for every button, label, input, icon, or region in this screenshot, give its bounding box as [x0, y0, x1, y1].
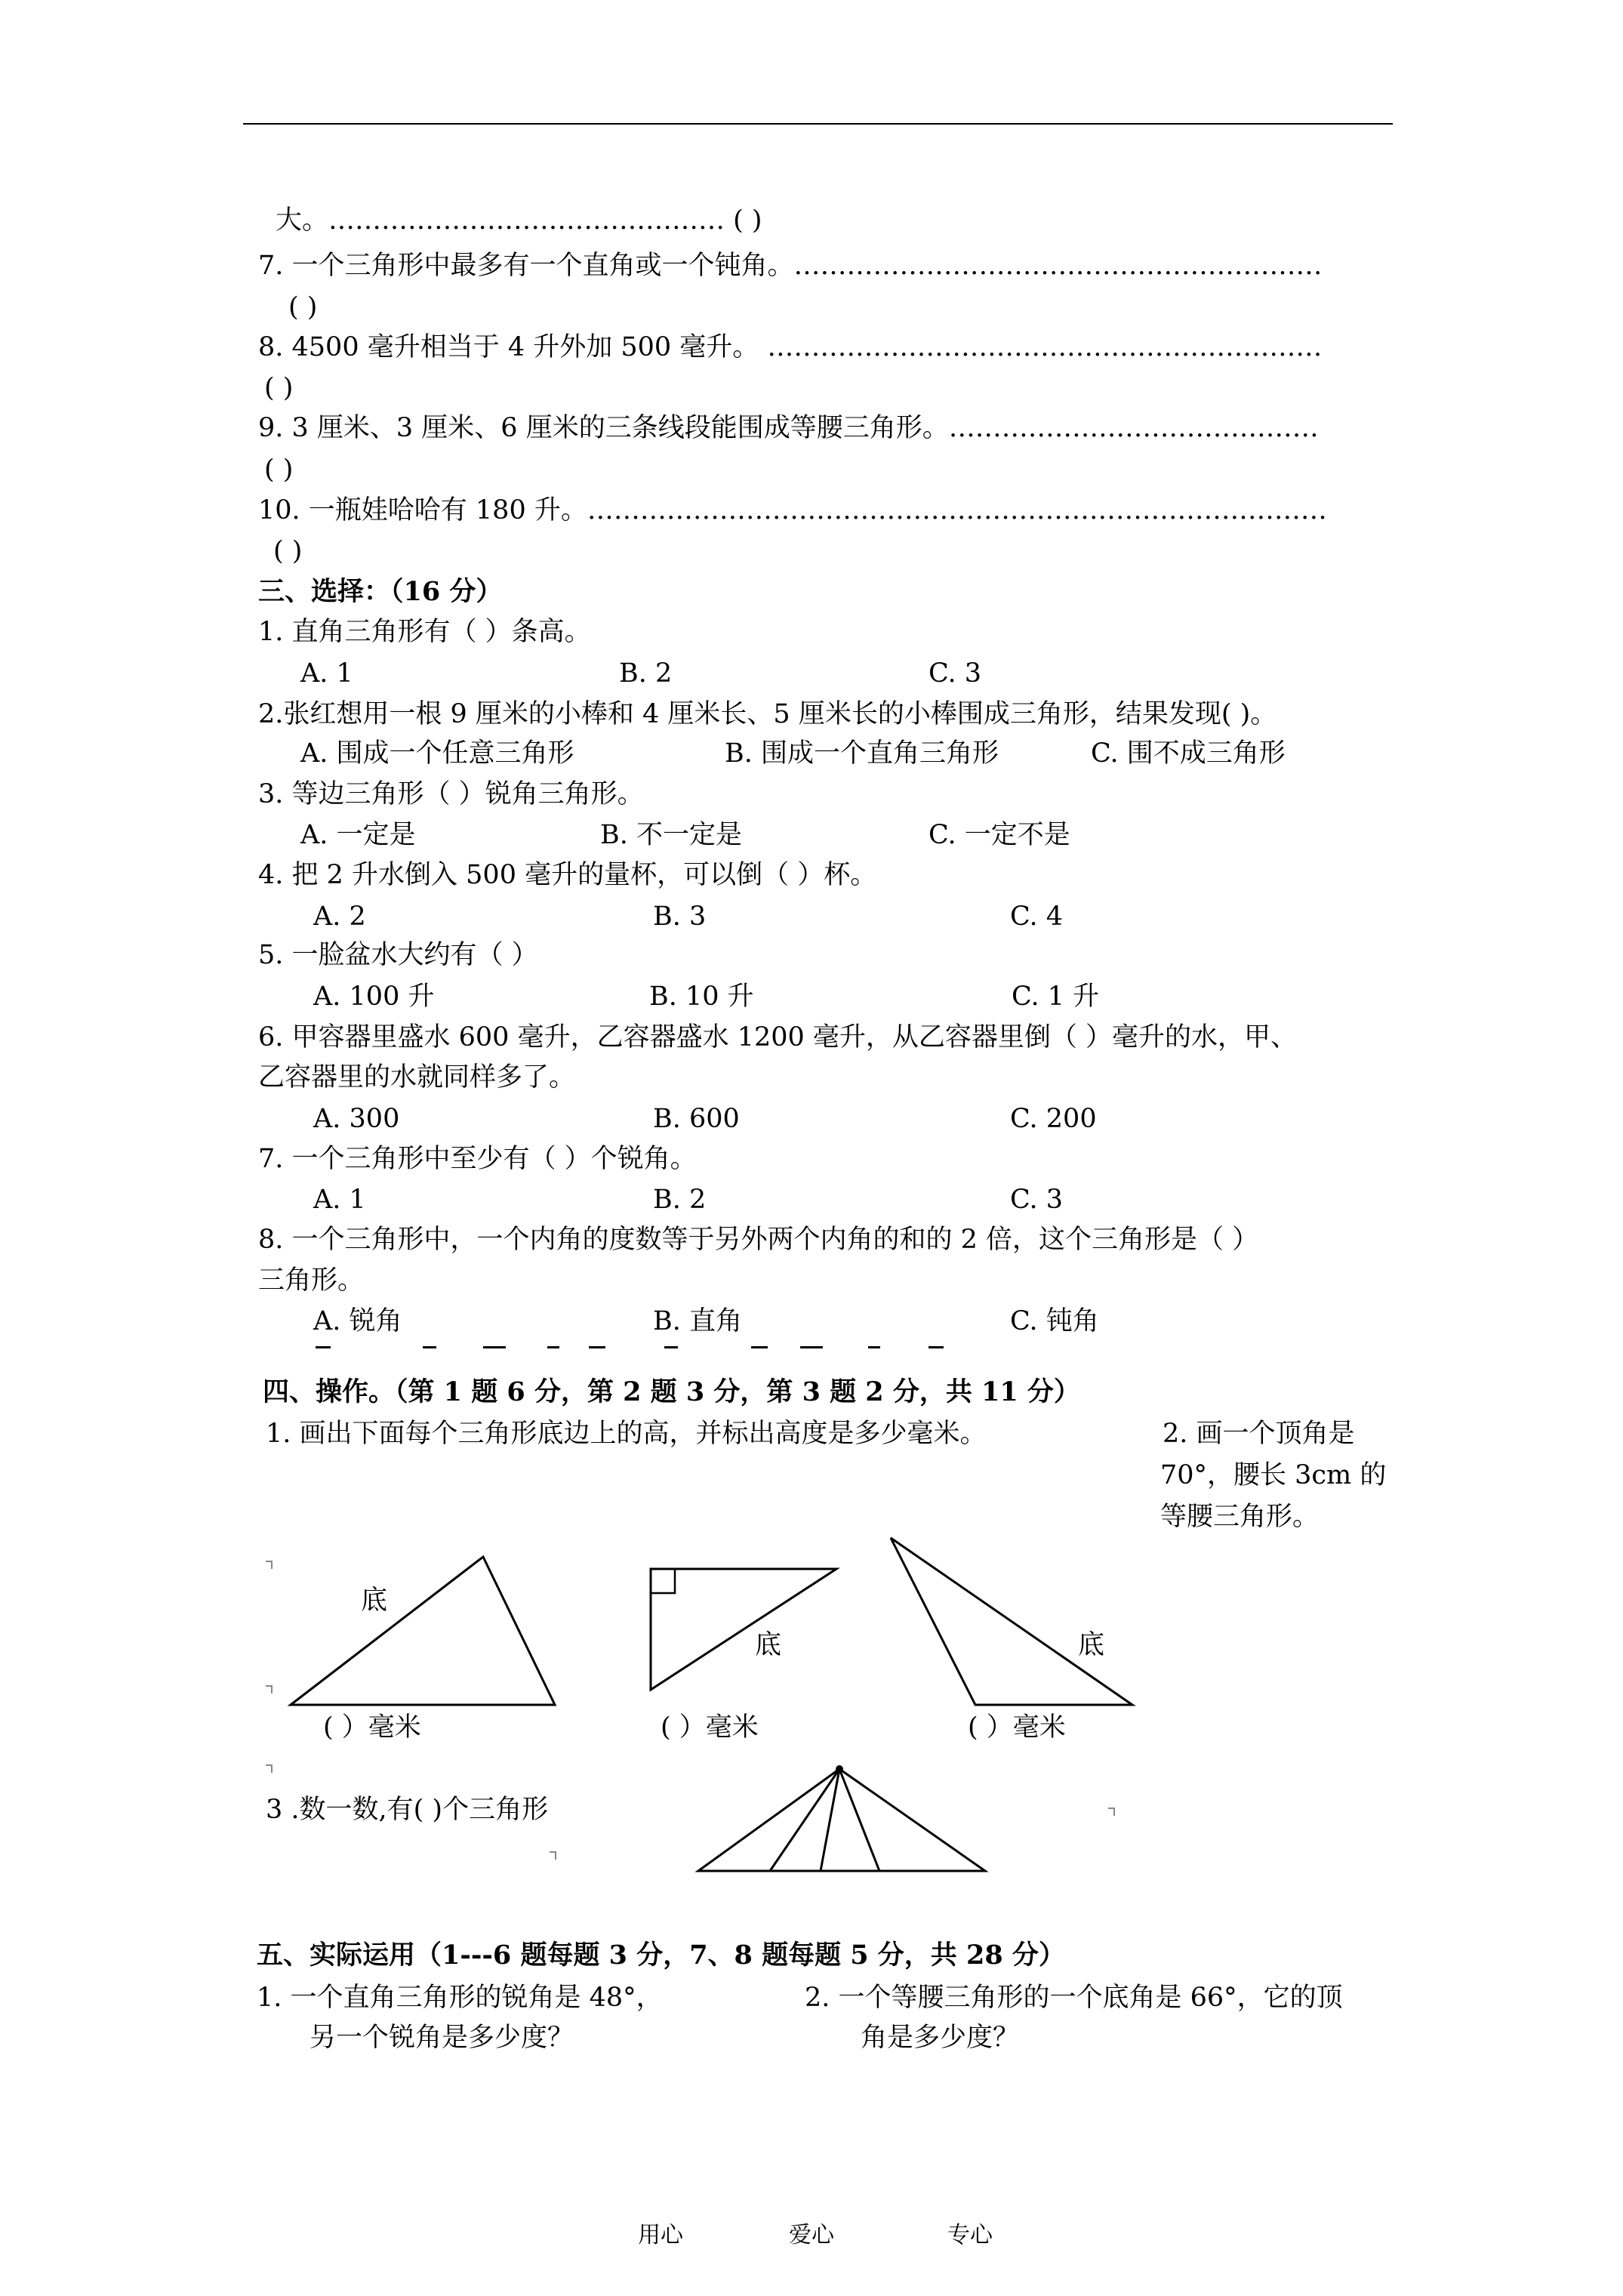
choice-q1-opt-a: A. 1 — [300, 658, 353, 689]
triangle-1-answer-blank[interactable]: ( ）毫米 — [323, 1712, 421, 1743]
cut-off-text-fragments — [316, 1346, 944, 1348]
application-q2-line1: 2. 一个等腰三角形的一个底角是 66°，它的顶 — [805, 1983, 1343, 2013]
choice-q7-opt-b: B. 2 — [653, 1185, 707, 1215]
choice-q8-opt-c: C. 钝角 — [1010, 1306, 1099, 1336]
choice-heading: 三、选择：（16 分） — [258, 576, 503, 607]
choice-q4-opt-b: B. 3 — [653, 901, 707, 932]
operation-q2-line1: 2. 画一个顶角是 — [1163, 1419, 1355, 1449]
triangle-3-base-label: 底 — [1078, 1630, 1105, 1660]
choice-q4-opt-a: A. 2 — [313, 901, 366, 932]
choice-q8-opt-a: A. 锐角 — [313, 1306, 402, 1336]
choice-q1-opt-c: C. 3 — [929, 658, 982, 689]
judge-q10: 10. 一瓶娃哈哈有 180 升。………………………………………………………………………… — [258, 495, 1327, 525]
choice-q6-line1: 6. 甲容器里盛水 600 毫升，乙容器盛水 1200 毫升，从乙容器里倒（ ）毫升的水，甲、 — [258, 1022, 1298, 1052]
operation-heading: 四、操作。（第 1 题 6 分，第 2 题 3 分，第 3 题 2 分，共 11 分） — [263, 1376, 1080, 1407]
choice-q1-opt-b: B. 2 — [619, 658, 673, 689]
choice-q2-opt-b: B. 围成一个直角三角形 — [725, 738, 999, 769]
operation-q2-line2: 70°，腰长 3cm 的 — [1160, 1460, 1387, 1490]
header-rule — [243, 123, 1393, 125]
triangle-3 — [891, 1538, 1132, 1705]
choice-q5-opt-c: C. 1 升 — [1012, 982, 1100, 1012]
choice-q3-opt-c: C. 一定不是 — [929, 820, 1070, 850]
choice-q8-line2: 三角形。 — [258, 1265, 365, 1296]
judge-q7-paren: ( ) — [288, 292, 318, 322]
operation-q1: 1. 画出下面每个三角形底边上的高，并标出高度是多少毫米。 — [266, 1419, 987, 1449]
choice-q5: 5. 一脸盆水大约有（ ） — [258, 940, 538, 970]
choice-q7: 7. 一个三角形中至少有（ ）个锐角。 — [258, 1144, 697, 1174]
triangle-3-answer-blank[interactable]: ( ）毫米 — [968, 1712, 1066, 1743]
judge-q10-paren: ( ) — [273, 536, 303, 566]
choice-q2-opt-c: C. 围不成三角形 — [1091, 738, 1286, 769]
judge-q6-tail: 大。……………………………………… ( ) — [276, 205, 762, 236]
choice-q3: 3. 等边三角形（ ）锐角三角形。 — [258, 779, 644, 809]
choice-q5-opt-b: B. 10 升 — [649, 982, 754, 1012]
triangle-2-base-label: 底 — [755, 1630, 782, 1660]
application-q2-line2: 角是多少度？ — [861, 2023, 1020, 2053]
choice-q2-opt-a: A. 围成一个任意三角形 — [300, 738, 574, 769]
choice-q4-opt-c: C. 4 — [1010, 901, 1064, 932]
application-q1-line1: 1. 一个直角三角形的锐角是 48°， — [257, 1983, 663, 2013]
judge-q7: 7. 一个三角形中最多有一个直角或一个钝角。…………………………………………………… — [258, 251, 1323, 281]
judge-q9: 9. 3 厘米、3 厘米、6 厘米的三条线段能围成等腰三角形。…………………………………… — [258, 413, 1319, 443]
footer-text-3: 专心 — [947, 2222, 993, 2248]
operation-q2-line3: 等腰三角形。 — [1160, 1502, 1320, 1532]
triangle-1-base-label: 底 — [361, 1586, 388, 1616]
application-heading: 五、实际运用（1---6 题每题 3 分，7、8 题每题 5 分，共 28 分） — [257, 1940, 1065, 1971]
judge-q8: 8. 4500 毫升相当于 4 升外加 500 毫升。 ……………………………………………………… — [258, 332, 1323, 362]
choice-q6-opt-c: C. 200 — [1010, 1104, 1097, 1134]
choice-q3-opt-a: A. 一定是 — [300, 820, 416, 850]
choice-q8-line1: 8. 一个三角形中，一个内角的度数等于另外两个内角的和的 2 倍，这个三角形是（ ） — [258, 1225, 1259, 1255]
choice-q6-line2: 乙容器里的水就同样多了。 — [258, 1062, 576, 1093]
choice-q6-opt-b: B. 600 — [653, 1104, 740, 1134]
apex-dot — [836, 1765, 843, 1773]
choice-q3-opt-b: B. 不一定是 — [600, 820, 742, 850]
choice-q8-opt-b: B. 直角 — [653, 1306, 742, 1336]
footer-text-2: 爱心 — [789, 2222, 834, 2248]
right-angle-mark — [651, 1569, 675, 1593]
choice-q4: 4. 把 2 升水倒入 500 毫升的量杯，可以倒（ ）杯。 — [258, 860, 877, 890]
footer-text-1: 用心 — [638, 2222, 683, 2248]
judge-q8-paren: ( ) — [264, 373, 294, 403]
choice-q5-opt-a: A. 100 升 — [313, 982, 435, 1012]
choice-q7-opt-a: A. 1 — [313, 1185, 366, 1215]
choice-q1: 1. 直角三角形有（ ）条高。 — [258, 617, 591, 647]
triangle-1 — [291, 1557, 555, 1705]
choice-q2: 2.张红想用一根 9 厘米的小棒和 4 厘米长、5 厘米长的小棒围成三角形，结果发现( )。 — [258, 699, 1277, 729]
judge-q9-paren: ( ) — [264, 455, 294, 485]
operation-q3: 3 .数一数,有( )个三角形 — [266, 1795, 549, 1825]
choice-q7-opt-c: C. 3 — [1010, 1185, 1064, 1215]
triangle-2-answer-blank[interactable]: ( ）毫米 — [661, 1712, 759, 1743]
application-q1-line2: 另一个锐角是多少度？ — [310, 2023, 574, 2053]
triangle-2 — [651, 1569, 836, 1690]
counting-triangle-figure — [698, 1769, 985, 1871]
choice-q6-opt-a: A. 300 — [313, 1104, 400, 1134]
